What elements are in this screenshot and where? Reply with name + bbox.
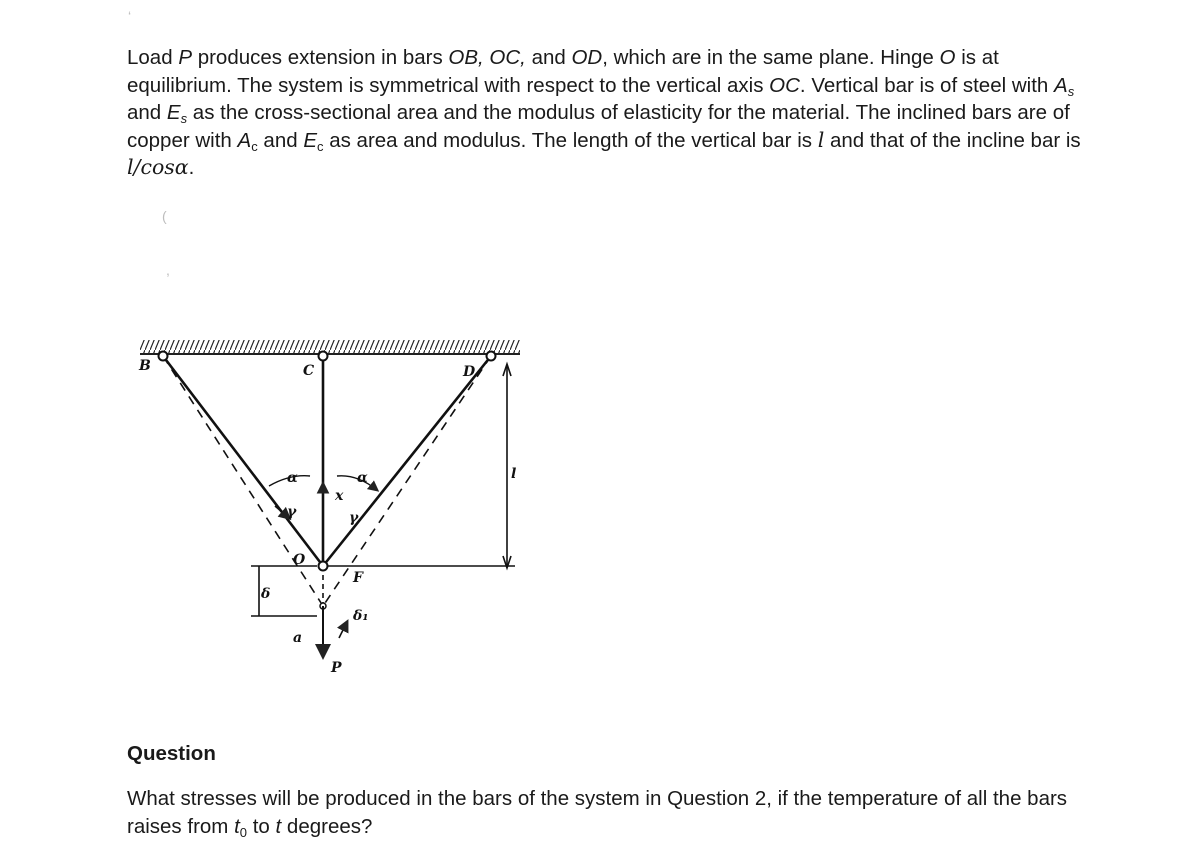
hinge-B bbox=[159, 352, 168, 361]
label-alpha-right: α bbox=[357, 470, 368, 486]
label-delta: δ bbox=[261, 586, 271, 602]
label-D: D bbox=[463, 364, 476, 380]
hinge-D bbox=[487, 352, 496, 361]
question-text: What stresses will be produced in the bars of the system in Question 2, if the temperature of all the bars raises from $t_0$ to t degrees? bbox=[127, 787, 1068, 840]
scan-mark: , bbox=[166, 262, 170, 278]
problem-statement: Load P produces extension in bars OB, OC, and OD, which are in the same plane. Hinge O is at equilibrium. The system is symmetrical with respect to the vertical axis OC. Vertical bar is of steel with $A_s$ and $E_s$ as the cross-sectional area and the modulus of elasticity for the material. The inclined bars are of copper with $A_c$ and $E_c$ as area and modulus. The length of the vertical bar is l and that of the incline bar is l/cosα. bbox=[127, 46, 1081, 179]
hinge-O bbox=[319, 562, 328, 571]
label-gamma-left: γ bbox=[287, 504, 297, 520]
label-delta1: δ₁ bbox=[353, 608, 369, 624]
hinge-C bbox=[319, 352, 328, 361]
scan-mark: ( bbox=[162, 208, 167, 224]
bar-OB bbox=[163, 356, 323, 566]
truss-diagram bbox=[135, 338, 535, 678]
label-F: F bbox=[353, 570, 363, 586]
ceiling-support bbox=[140, 340, 520, 354]
dimension-l bbox=[328, 364, 515, 568]
bar-OD-displaced bbox=[323, 356, 491, 606]
scan-mark: ‘ bbox=[128, 8, 132, 24]
label-C: C bbox=[303, 363, 315, 379]
label-x: x bbox=[335, 488, 344, 504]
question-heading: Question bbox=[127, 742, 216, 765]
bar-OB-displaced bbox=[163, 356, 323, 606]
label-P: P bbox=[331, 660, 342, 676]
label-l: l bbox=[511, 466, 517, 482]
label-alpha-left: α bbox=[287, 470, 298, 486]
arrow-delta1 bbox=[339, 622, 347, 638]
label-gamma-right: γ bbox=[349, 510, 359, 526]
bar-OD bbox=[323, 356, 491, 566]
label-a: a bbox=[293, 630, 303, 646]
label-O: O bbox=[293, 552, 306, 568]
label-B: B bbox=[139, 358, 151, 374]
